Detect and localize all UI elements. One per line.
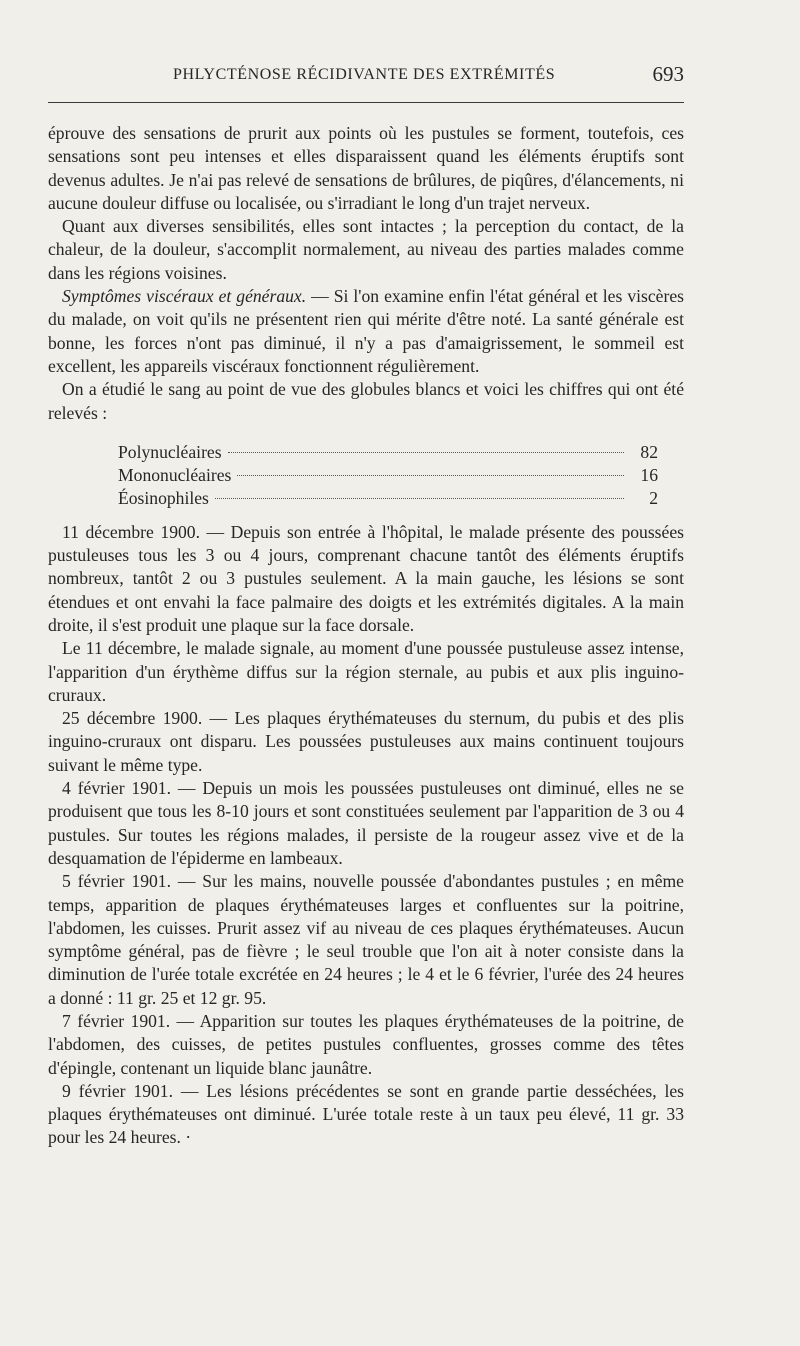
row-label: Polynucléaires xyxy=(118,441,222,462)
paragraph: Quant aux diverses sensibilités, elles sont intactes ; la perception du contact, de la chaleur, de la douleur, s'accomplit normalement, au niveau des parties malades comme dans les régions voisines. xyxy=(48,216,684,283)
row-value: 2 xyxy=(649,488,658,509)
dot-leader xyxy=(237,475,624,476)
paragraph xyxy=(48,285,684,378)
page-number: 693 xyxy=(652,62,684,86)
paragraph: On a étudié le sang au point de vue des globules blancs et voici les chiffres qui ont été relevés : xyxy=(48,379,684,423)
row-value: 16 xyxy=(640,465,658,486)
dot-leader xyxy=(228,452,624,453)
section-title: Symptômes viscéraux et généraux. xyxy=(62,286,307,307)
header-rule xyxy=(48,102,684,103)
paragraph: 7 février 1901. — Apparition sur toutes les plaques érythémateuses de la poitrine, de l'abdomen, des cuisses, de petites pustules confluentes, grosses comme des têtes d'épingle, contenant un liquide blanc jaunâtre. xyxy=(48,1010,684,1078)
table-row xyxy=(118,441,658,464)
table-row xyxy=(118,487,658,510)
table-row xyxy=(118,464,658,487)
dot-leader xyxy=(215,498,624,499)
paragraph: éprouve des sensations de prurit aux points où les pustules se forment, toutefois, ces sensations sont peu intenses et elles disparaissent quand les éléments éruptifs sont devenus adultes. Je n'ai pas relevé de sensations de brûlures, de piqûres, d'élancements, ni aucune douleur diffuse ou localisée, ou s'irradiant le long d'un trajet nerveux. xyxy=(48,123,684,213)
paragraph: 5 février 1901. — Sur les mains, nouvelle poussée d'abondantes pustules ; en même temps, apparition de plaques érythémateuses larges et confluentes sur la poitrine, l'abdomen, les cuisses. Prurit assez vif au niveau de ces plaques érythémateuses. Aucun symptôme général, pas de fièvre ; le seul trouble que l'on ait à noter consiste dans la diminution de l'urée totale excrétée en 24 heures ; le 4 et le 6 février, l'urée des 24 heures a donné : 11 gr. 25 et 12 gr. 95. xyxy=(48,871,684,1008)
paragraph: Le 11 décembre, le malade signale, au moment d'une poussée pustuleuse assez intense, l'apparition d'un érythème diffus sur la région sternale, au pubis et aux plis inguino-cruraux. xyxy=(48,638,684,705)
row-label: Éosinophiles xyxy=(118,488,209,509)
blood-count-table xyxy=(118,441,658,511)
paragraph: 9 février 1901. — Les lésions précédentes se sont en grande partie desséchées, les plaques érythémateuses ont diminué. L'urée totale reste à un taux peu élevé, 11 gr. 33 pour les 24 heures. · xyxy=(48,1080,684,1148)
running-title: PHLYCTÉNOSE RÉCIDIVANTE DES EXTRÉMITÉS xyxy=(173,66,556,83)
page-header xyxy=(48,62,684,94)
paragraph: 4 février 1901. — Depuis un mois les poussées pustuleuses ont diminué, elles ne se produisent que tous les 8-10 jours et sont constituées seulement par l'apparition de 3 ou 4 pustules. Sur toutes les régions malades, il persiste de la rougeur assez vive et de la desquamation de l'épiderme en lambeaux. xyxy=(48,778,684,868)
paragraph: 11 décembre 1900. — Depuis son entrée à l'hôpital, le malade présente des poussées pustuleuses tous les 3 ou 4 jours, comprenant chacune tantôt des éléments éruptifs nombreux, tantôt 2 ou 3 pustules seulement. A la main gauche, les lésions se sont étendues et ont envahi la face palmaire des doigts et les extrémités digitales. A la main droite, il s'est produit une plaque sur la face dorsale. xyxy=(48,521,684,635)
row-value: 82 xyxy=(640,441,658,462)
paragraph: 25 décembre 1900. — Les plaques érythémateuses du sternum, du pubis et des plis inguino-cruraux ont disparu. Les poussées pustuleuses aux mains continuent toujours suivant le même type. xyxy=(48,708,684,775)
row-label: Mononucléaires xyxy=(118,465,232,486)
paragraph-text: — Si l'on examine enfin l'état général et les viscères du malade, on voit qu'ils ne présentent rien qui mérite d'être noté. La santé générale est bonne, les forces n'ont pas diminué, il n'y a pas d'amaigrissement, le sommeil est excellent, les appareils viscéraux fonctionnent régulièrement. xyxy=(48,286,684,376)
body-text xyxy=(48,122,684,1150)
